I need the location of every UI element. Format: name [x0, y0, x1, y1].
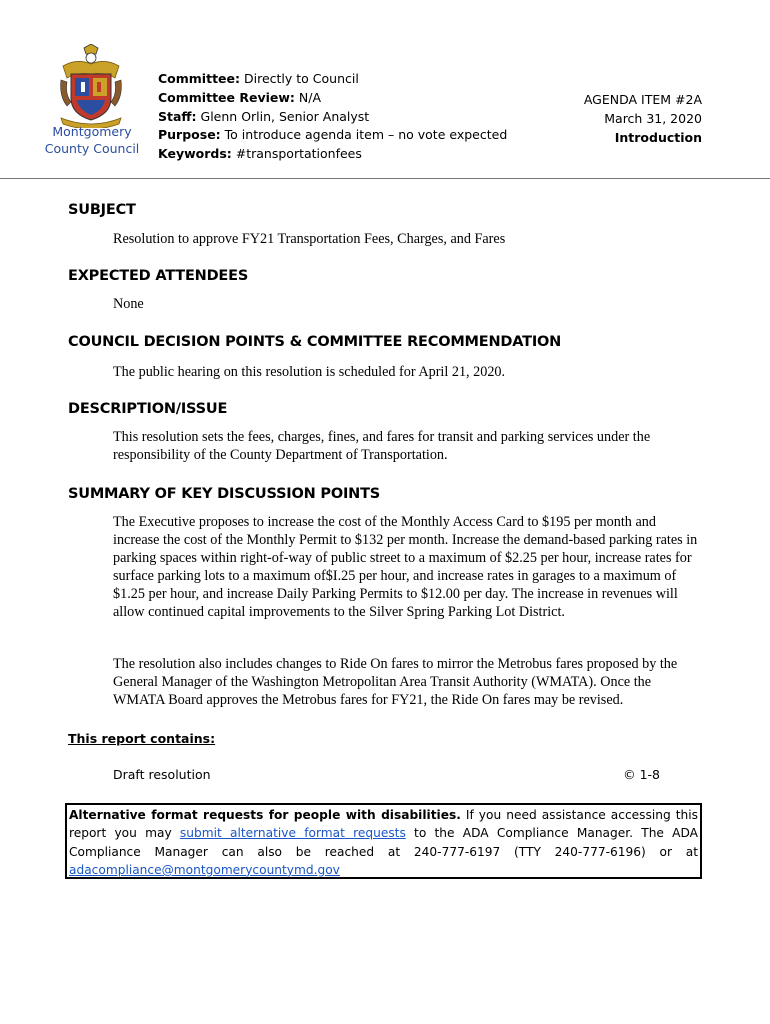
meta-label: Keywords: — [158, 146, 232, 162]
agenda-item-number: AGENDA ITEM #2A — [583, 92, 702, 107]
agenda-item-type: Introduction — [614, 129, 702, 145]
alternative-format-link[interactable]: submit alternative format requests — [179, 826, 406, 841]
contents-pages: © 1-8 — [623, 767, 660, 782]
contents-item: Draft resolution — [113, 767, 211, 782]
meta-value: To introduce agenda item – no vote expected — [220, 127, 508, 143]
meta-value: N/A — [294, 89, 322, 105]
agenda-block — [584, 91, 702, 147]
meta-row-review — [158, 89, 507, 108]
decision-heading: COUNCIL DECISION POINTS & COMMITTEE RECOMMENDATION — [68, 334, 562, 350]
meta-label: Committee: — [158, 71, 241, 86]
meta-value: #transportationfees — [231, 146, 362, 162]
meta-row-committee — [158, 70, 507, 89]
header-divider — [0, 178, 770, 179]
meta-label: Committee Review: — [158, 89, 295, 105]
description-heading: DESCRIPTION/ISSUE — [68, 401, 228, 417]
notice-text-1: If you need assistance accessing this report you may — [69, 808, 698, 841]
org-name-line2: County Council — [44, 141, 140, 156]
meta-value: Glenn Orlin, Senior Analyst — [196, 108, 370, 124]
county-seal-icon — [57, 44, 125, 128]
report-contains-heading: This report contains: — [68, 731, 216, 746]
summary-paragraph-1: The Executive proposes to increase the cost of the Monthly Access Card to $195 per month and increase the cost of the Monthly Permit to $132 per month. Increase the demand-based parking rates in parking spaces within right-of-way of public street to a maximum of $2.25 per hour, increase rates for surface parking lots to a maximum of$I.25 per hour, and increase rates in garages to a maximum of $1.25 per hour, and increase Daily Parking Permits to $12.00 per day. The increase in revenues will allow continued capital improvements to the Silver Spring Parking Lot District. — [113, 514, 698, 620]
alternative-format-notice — [65, 803, 702, 879]
notice-lead: Alternative format requests for people with disabilities. — [69, 808, 461, 822]
description-text: This resolution sets the fees, charges, fines, and fares for transit and parking services under the responsibility of the County Department of Transportation. — [113, 429, 651, 463]
meta-row-keywords — [158, 145, 507, 164]
summary-heading: SUMMARY OF KEY DISCUSSION POINTS — [68, 486, 381, 502]
org-name — [40, 123, 144, 157]
subject-text: Resolution to approve FY21 Transportation Fees, Charges, and Fares — [113, 231, 506, 247]
notice-text-2: to the ADA Compliance Manager. The ADA Compliance Manager can also be reached at 240-777-6197 (TTY 240-777-6196) or at — [69, 826, 699, 859]
subject-heading: SUBJECT — [68, 202, 136, 218]
meta-row-purpose — [158, 126, 507, 145]
attendees-text: None — [113, 296, 144, 312]
agenda-date: March 31, 2020 — [604, 110, 702, 126]
org-name-line1: Montgomery — [52, 124, 132, 139]
document-header — [0, 0, 770, 180]
meta-label: Staff: — [158, 108, 197, 124]
report-contents-row — [113, 767, 660, 782]
meta-label: Purpose: — [158, 127, 221, 143]
ada-email-link[interactable]: adacompliance@montgomerycountymd.gov — [69, 862, 340, 877]
attendees-heading: EXPECTED ATTENDEES — [68, 268, 249, 284]
memo-meta — [158, 70, 507, 164]
meta-row-staff — [158, 108, 507, 127]
summary-paragraph-2: The resolution also includes changes to Ride On fares to mirror the Metrobus fares proposed by the General Manager of the Washington Metropolitan Area Transit Authority (WMATA). Once the WMATA Board approves the Metrobus fares for FY21, the Ride On fares may be revised. — [113, 656, 678, 708]
decision-text: The public hearing on this resolution is scheduled for April 21, 2020. — [113, 364, 506, 380]
meta-value: Directly to Council — [240, 71, 359, 86]
